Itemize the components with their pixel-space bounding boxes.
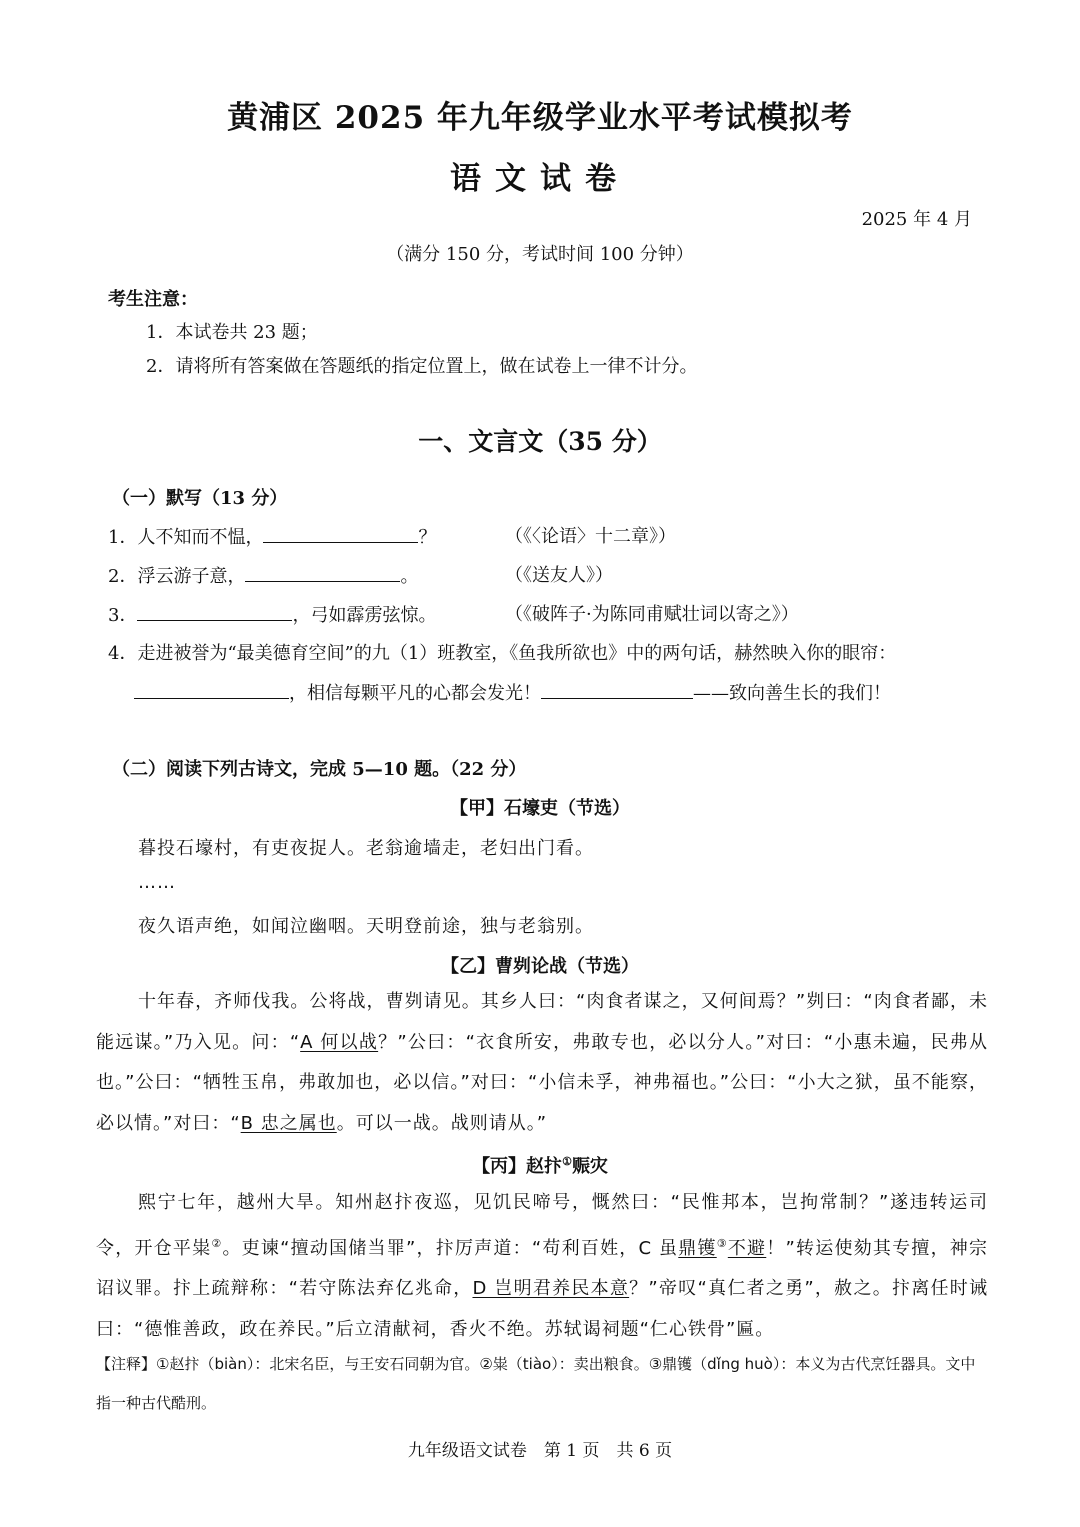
question-1: 1．人不知而不愠， ？ <box>108 522 436 549</box>
exam-title: 黄浦区 2025 年九年级学业水平考试模拟考 <box>227 100 853 136</box>
notice-item: 2．请将所有答案做在答题纸的指定位置上，做在试卷上一律不计分。 <box>146 356 698 377</box>
question-3: 3． ，弓如霹雳弦惊。 <box>108 600 436 627</box>
notice-heading: 考生注意： <box>108 289 198 310</box>
exam-subtitle: 语文试卷 <box>450 161 630 197</box>
passage-yi-text: 十年春，齐师伐我。公将战，曹刿请见。其乡人曰：“肉食者谋之，又何间焉？”刿曰：“肉食者鄙，未能远谋。”乃入见。问：“A 何以战？”公曰：“衣食所安，弗敢专也，必以分人。”对曰：“小惠未遍，民弗从也。”公曰：“牺牲玉帛，弗敢加也，必以信。”对曰：“小信未孚，神弗福也。”公曰：“小大之狱，虽不能察，必以情。”对曰：“B 忠之属也。可以一战。战则请从。” <box>96 991 988 1134</box>
question-4-blanks: ，相信每颗平凡的心都会发光！ ——致向善生长的我们！ <box>134 678 891 705</box>
underline-d: D 岂明君养民本意 <box>472 1278 630 1299</box>
question-2-source: （《送友人》） <box>505 565 613 586</box>
annotation-note: 【注释】①赵抃（biàn）：北宋名臣，与王安石同朝为官。②粜（tiào）：卖出粮食。③鼎镬（dǐng huò）：本义为古代烹饪器具。文中指一种古代酷刑。 <box>96 1355 976 1412</box>
question-1-source: （《〈论语〉十二章》） <box>505 526 676 547</box>
underline-a: A 何以战 <box>300 1031 379 1053</box>
passage-jia-title: 【甲】石壕吏（节选） <box>450 798 630 819</box>
question-3-source: （《破阵子·为陈同甫赋壮词以寄之》） <box>505 604 799 625</box>
passage-jia-line: 暮投石壕村，有吏夜捉人。老翁逾墙走，老妇出门看。 <box>138 838 594 859</box>
part1-title: （一）默写（13 分） <box>112 488 288 509</box>
passage-jia-line: 夜久语声绝，如闻泣幽咽。天明登前途，独与老翁别。 <box>138 916 594 937</box>
passage-jia-ellipsis: …… <box>138 872 176 893</box>
section-title: 一、文言文（35 分） <box>418 427 662 456</box>
part2-title: （二）阅读下列古诗文，完成 5—10 题。（22 分） <box>112 759 527 780</box>
underline-c: 鼎镬 <box>678 1237 717 1259</box>
page-footer: 九年级语文试卷 第 1 页 共 6 页 <box>407 1441 673 1461</box>
passage-bing-title: 【丙】赵抃①赈灾 <box>472 1155 608 1177</box>
question-4: 4．走进被誉为“最美德育空间”的九（1）班教室，《鱼我所欲也》中的两句话，赫然映入你的眼帘： <box>108 643 897 664</box>
notice-item: 1．本试卷共 23 题； <box>146 322 318 343</box>
question-2: 2．浮云游子意， 。 <box>108 561 418 588</box>
passage-yi-title: 【乙】曹刿论战（节选） <box>441 956 639 977</box>
exam-info: （满分 150 分，考试时间 100 分钟） <box>386 244 694 265</box>
passage-bing-text: 熙宁七年，越州大旱。知州赵抃夜巡，见饥民啼号，慨然曰：“民惟邦本，岂拘常制？”遂违转运司令，开仓平粜②。吏谏“擅动国储当罪”，抃厉声道：“苟利百姓，C 虽鼎镬③不避！”转运使劾其专擅，神宗诏议罪。抃上疏辩称：“若守陈法弃亿兆命，D 岂明君养民本意？”帝叹“真仁者之勇”，赦之。抃离任时诫曰：“德惟善政，政在养民。”后立清献祠，香火不绝。苏轼谒祠题“仁心铁骨”匾。 <box>96 1192 989 1340</box>
underline-b: B 忠之属也 <box>240 1112 337 1134</box>
exam-date: 2025 年 4 月 <box>861 209 972 230</box>
